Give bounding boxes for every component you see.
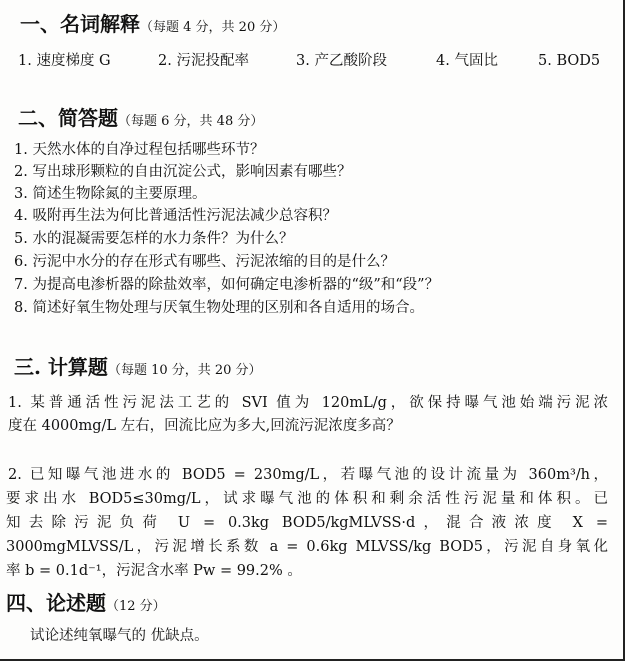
section1-title: 一、名词解释 [20, 12, 140, 36]
question-item: 3. 简述生物除氮的主要原理。 [14, 186, 207, 202]
section4-heading [6, 591, 166, 619]
section1-note: （每题 4 分，共 20 分） [140, 20, 286, 35]
question-item: 1. 天然水体的自净过程包括哪些环节？ [14, 142, 265, 158]
term-item: 3. 产乙酸阶段 [296, 53, 387, 69]
calc-q1-line: 1. 某普通活性污泥法工艺的 SVI 值为 120mL/g，欲保持曝气池始端污泥浓 [8, 395, 608, 411]
section3-note: （每题 10 分，共 20 分） [107, 363, 262, 378]
section2-note: （每题 6 分，共 48 分） [118, 114, 264, 129]
calc-q1-line: 度在 4000mg/L 左右，回流比应为多大,回流污泥浓度多高？ [8, 418, 401, 434]
essay-question: 试论述纯氧曝气的 优缺点。 [30, 628, 209, 644]
section2-title: 二、简答题 [18, 106, 118, 130]
calc-q2-line: 3000mgMLVSS/L，污泥增长系数 a = 0.6kg MLVSS/kg BOD5，污泥自身氧化 [6, 539, 608, 555]
question-item: 5. 水的混凝需要怎样的水力条件？为什么？ [14, 231, 294, 247]
term-item: 1. 速度梯度 G [18, 53, 111, 69]
question-item: 8. 简述好氧生物处理与厌氧生物处理的区别和各自适用的场合。 [14, 300, 424, 316]
section3-title: 三. 计算题 [14, 355, 108, 379]
section4-note: （12 分） [106, 599, 166, 614]
question-item: 6. 污泥中水分的存在形式有哪些、污泥浓缩的目的是什么？ [14, 254, 395, 270]
section3-heading [14, 355, 262, 383]
calc-q2-line: 率 b = 0.1d⁻¹，污泥含水率 Pw = 99.2% 。 [6, 563, 302, 579]
section1-heading [20, 12, 285, 40]
section4-title: 四、论述题 [6, 591, 106, 615]
calc-q2-line: 要求出水 BOD5≤30mg/L，试求曝气池的体积和剩余活性污泥量和体积。已 [6, 491, 608, 507]
term-item: 4. 气固比 [436, 53, 498, 69]
question-item: 7. 为提高电渗析器的除盐效率，如何确定电渗析器的“级”和“段”？ [14, 277, 440, 293]
term-item: 5. BOD5 [538, 53, 601, 69]
section1-items [18, 52, 608, 72]
question-item: 2. 写出球形颗粒的自由沉淀公式，影响因素有哪些？ [14, 164, 352, 180]
calc-q2-line: 2. 已知曝气池进水的 BOD5 = 230mg/L，若曝气池的设计流量为 360m³/h， [8, 467, 608, 483]
term-item: 2. 污泥投配率 [158, 53, 249, 69]
section2-heading [18, 106, 263, 134]
calc-q2-line: 知去除污泥负荷 U = 0.3kg BOD5/kgMLVSS·d，混合液浓度 X = [6, 515, 608, 531]
question-item: 4. 吸附再生法为何比普通活性污泥法减少总容积？ [14, 208, 337, 224]
